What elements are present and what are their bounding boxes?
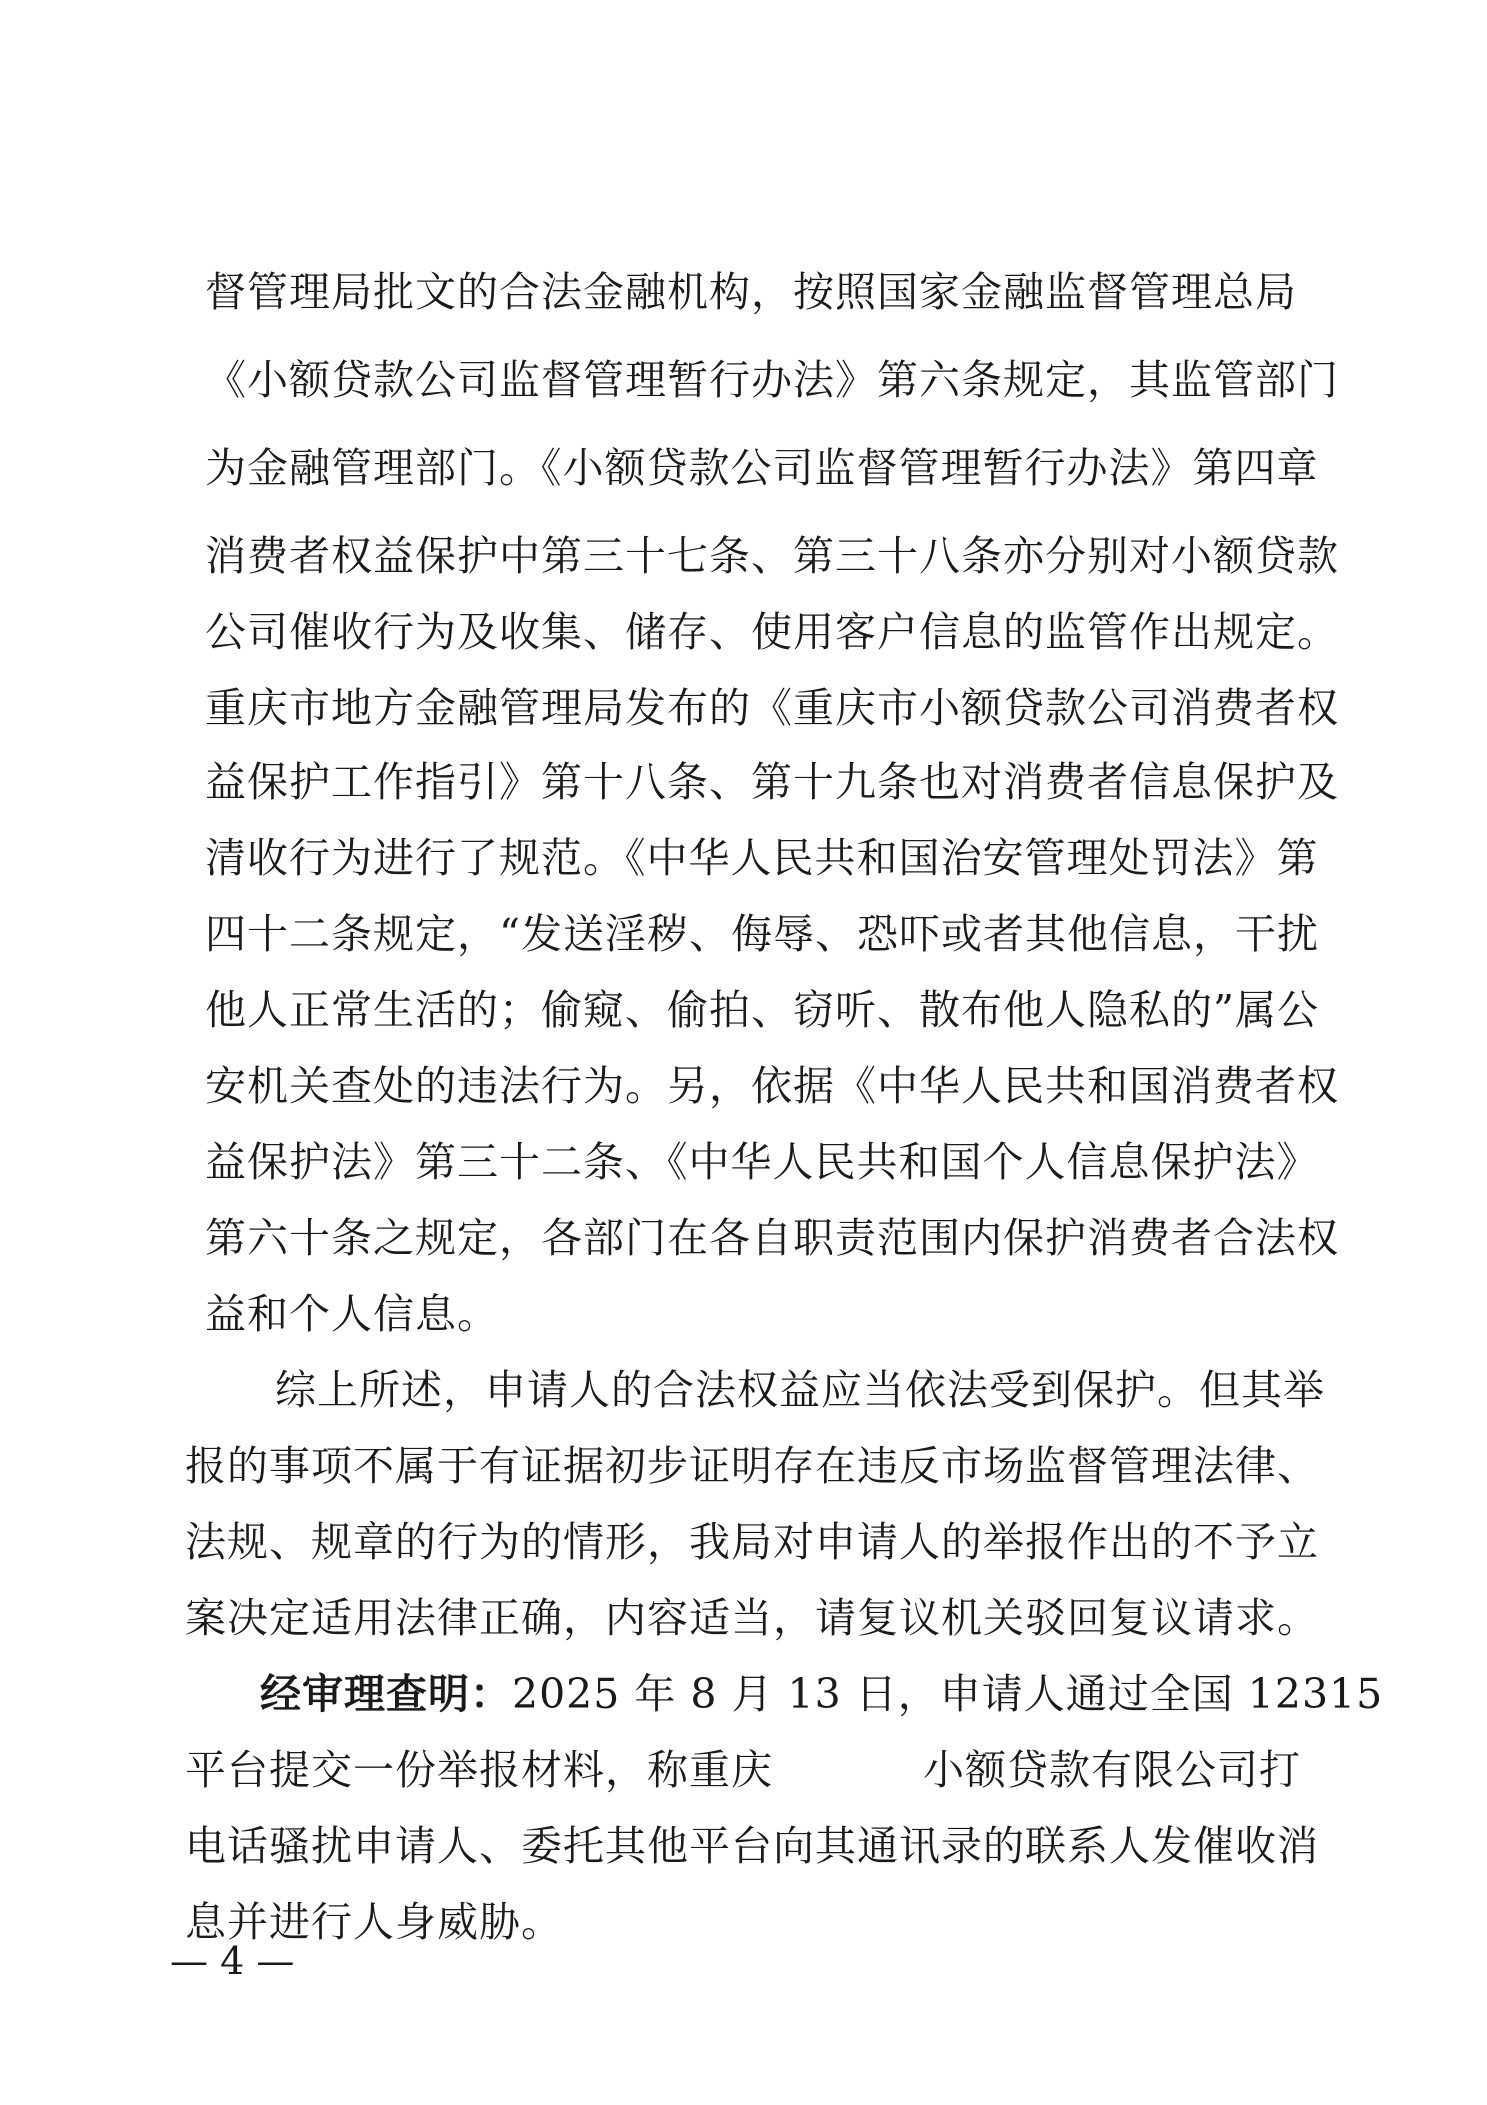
finding-text: 2025 年 8 月 13 日，申请人通过全国 12315 — [512, 1670, 1384, 1718]
paragraph-line: 第六十条之规定，各部门在各自职责范围内保护消费者合法权 — [205, 1214, 1339, 1262]
finding-text: 小额贷款有限公司打 — [923, 1746, 1301, 1794]
paragraph-line: 案决定适用法律正确，内容适当，请复议机关驳回复议请求。 — [185, 1594, 1319, 1642]
paragraph-line: 重庆市地方金融管理局发布的《重庆市小额贷款公司消费者权 — [205, 684, 1339, 732]
paragraph-line: 报的事项不属于有证据初步证明存在违反市场监督管理法律、 — [185, 1442, 1319, 1490]
page-number: — 4 — — [170, 1939, 295, 1983]
finding-lead: 经审理查明： — [260, 1670, 512, 1718]
paragraph-line: 法规、规章的行为的情形，我局对申请人的举报作出的不予立 — [185, 1518, 1319, 1566]
paragraph-line: 公司催收行为及收集、储存、使用客户信息的监管作出规定。 — [205, 608, 1339, 656]
finding-text: 平台提交一份举报材料，称重庆 — [185, 1746, 773, 1794]
paragraph-line: 益和个人信息。 — [205, 1290, 499, 1338]
paragraph-line: 安机关查处的违法行为。另，依据《中华人民共和国消费者权 — [205, 1062, 1339, 1110]
paragraph-line: 综上所述，申请人的合法权益应当依法受到保护。但其举 — [275, 1366, 1325, 1414]
paragraph-line: 电话骚扰申请人、委托其他平台向其通讯录的联系人发催收消 — [185, 1822, 1319, 1870]
paragraph-line: 清收行为进行了规范。《中华人民共和国治安管理处罚法》第 — [205, 834, 1319, 882]
paragraph-line: 为金融管理部门。《小额贷款公司监督管理暂行办法》第四章 — [205, 444, 1319, 492]
paragraph-line: 消费者权益保护中第三十七条、第三十八条亦分别对小额贷款 — [205, 532, 1339, 580]
paragraph-line: 益保护工作指引》第十八条、第十九条也对消费者信息保护及 — [205, 758, 1339, 806]
paragraph-line: 四十二条规定，“发送淫秽、侮辱、恐吓或者其他信息，干扰 — [205, 910, 1319, 958]
paragraph-line: 息并进行人身威胁。 — [185, 1898, 563, 1946]
paragraph-line: 他人正常生活的；偷窥、偷拍、窃听、散布他人隐私的”属公 — [205, 986, 1319, 1034]
paragraph-line: 督管理局批文的合法金融机构，按照国家金融监督管理总局 — [205, 268, 1297, 316]
paragraph-line — [260, 1666, 1384, 1722]
paragraph-line: 益保护法》第三十二条、《中华人民共和国个人信息保护法》 — [205, 1138, 1319, 1186]
paragraph-line: 《小额贷款公司监督管理暂行办法》第六条规定，其监管部门 — [205, 356, 1339, 404]
paragraph-line — [185, 1742, 1301, 1798]
